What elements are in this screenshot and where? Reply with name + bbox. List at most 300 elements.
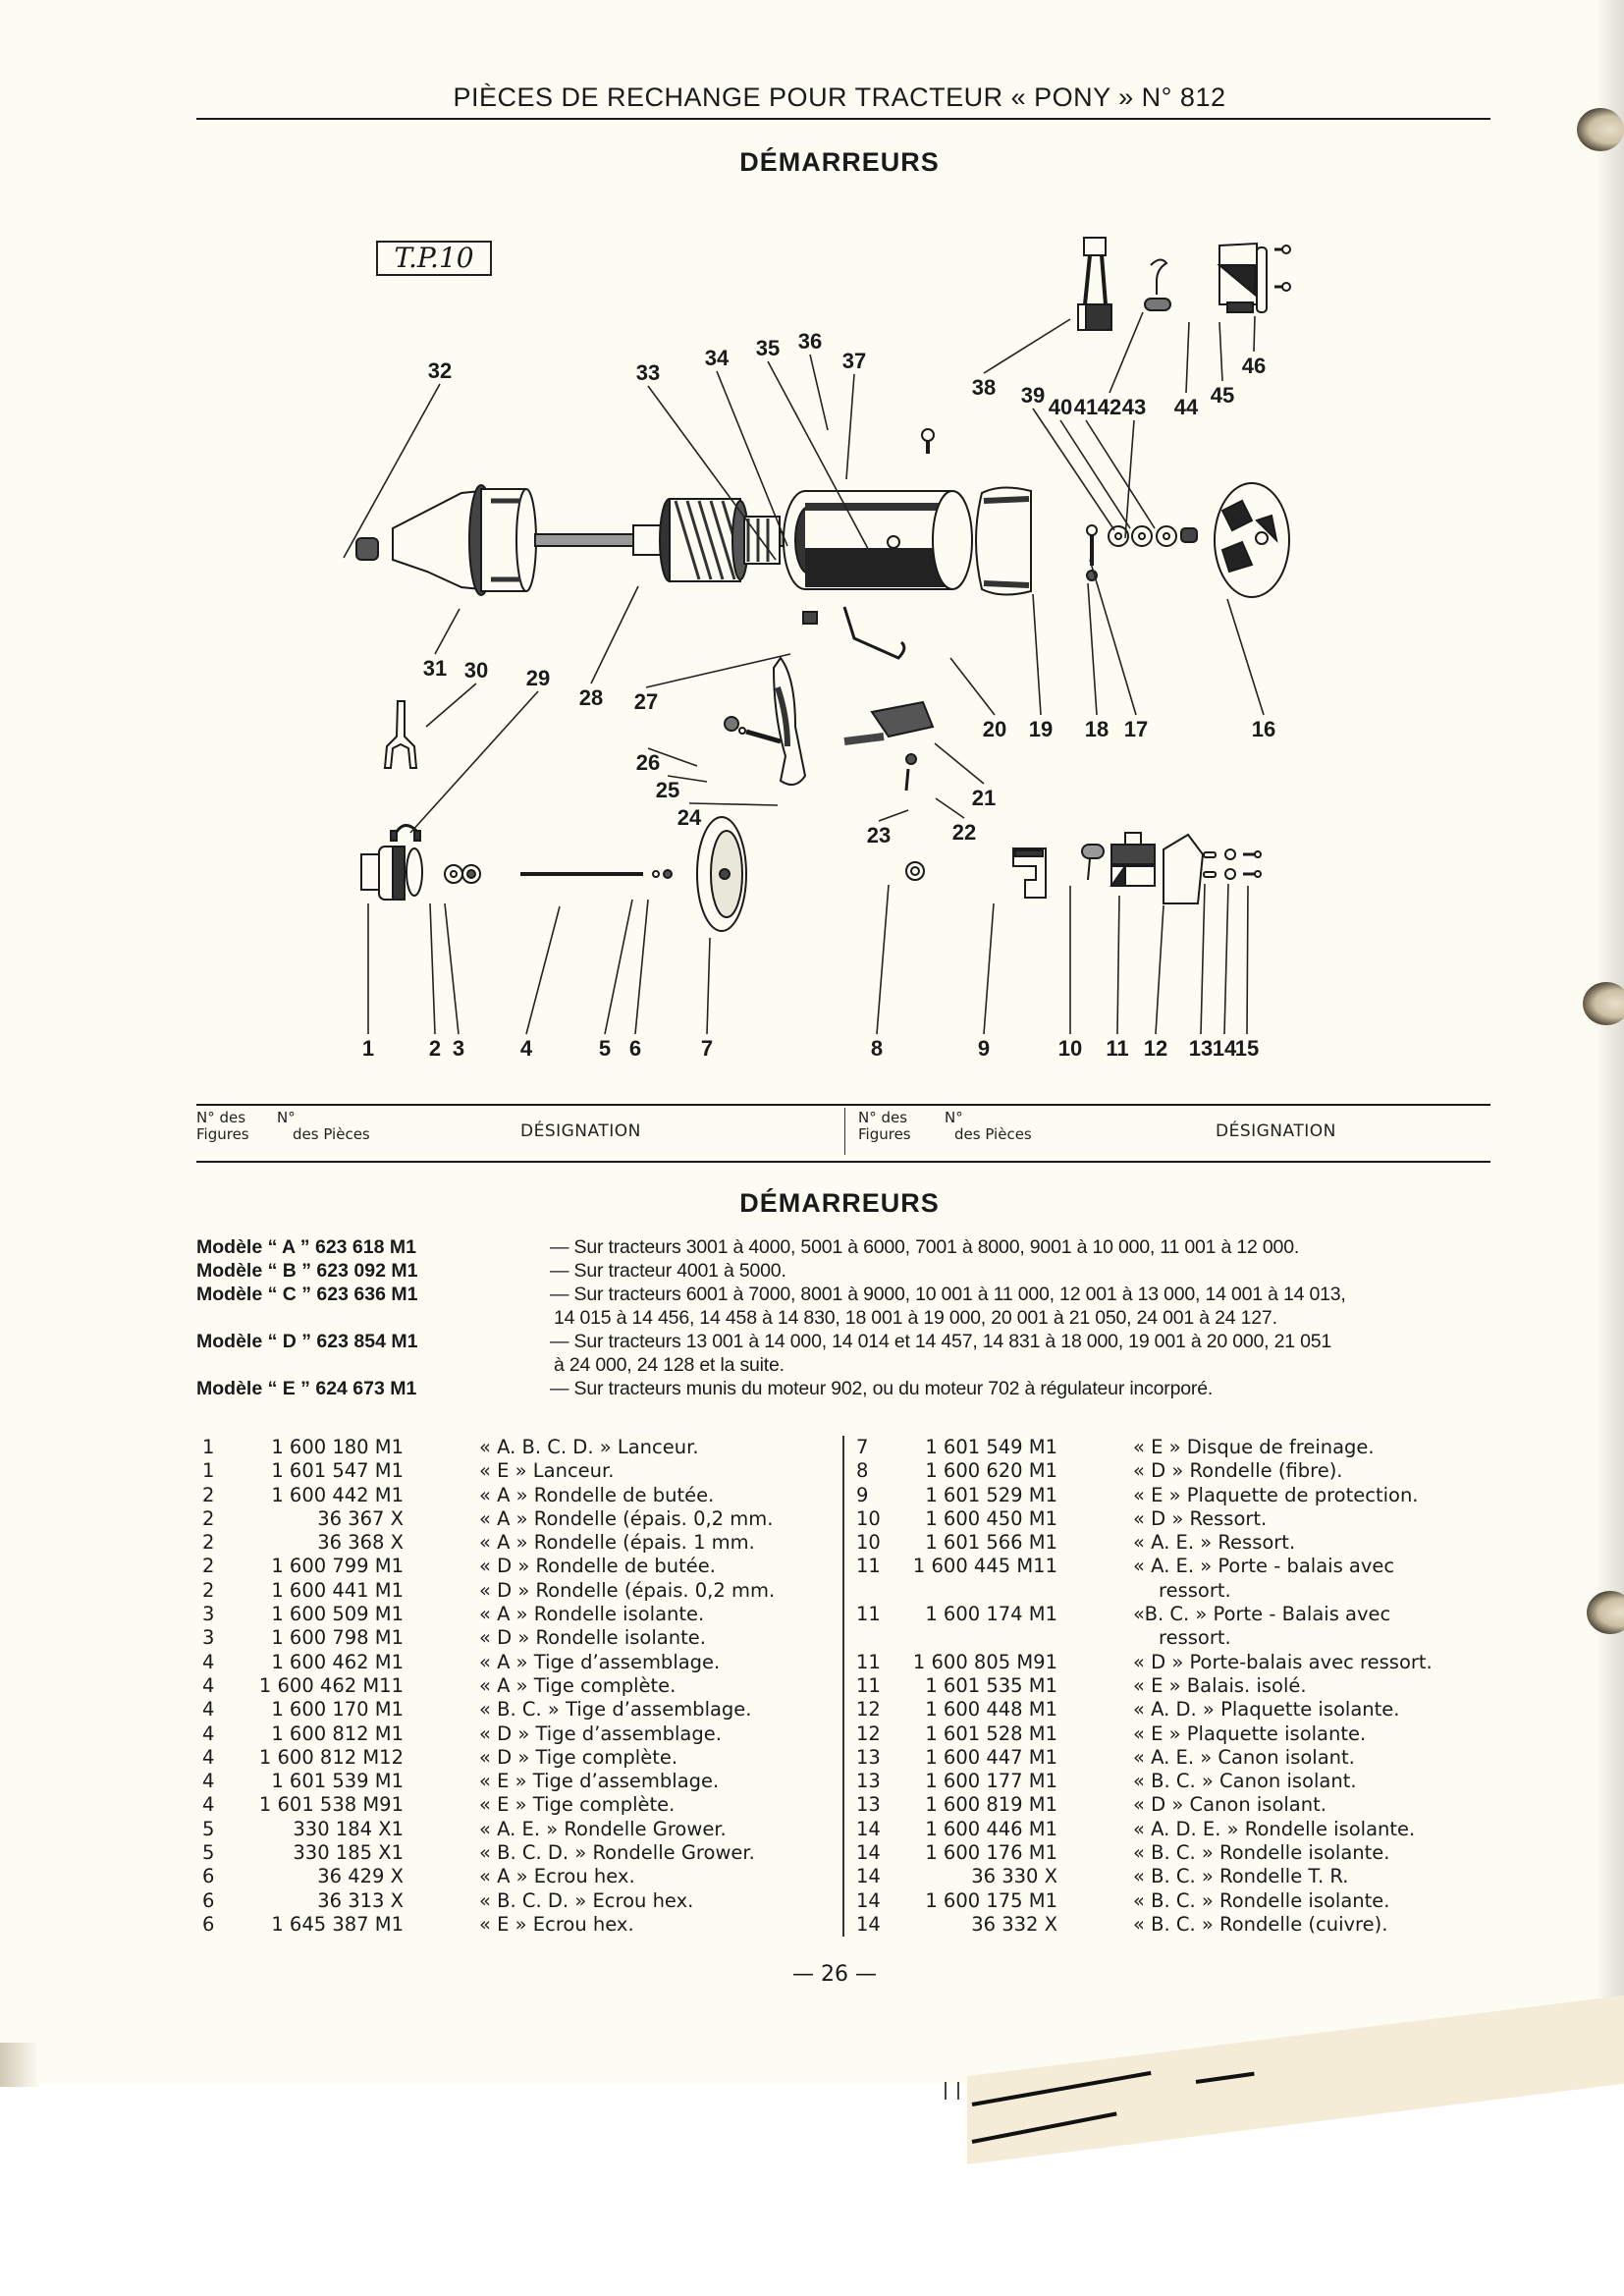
part-number: 36 429 X	[317, 1865, 404, 1888]
leader-line-45	[1219, 322, 1222, 381]
model-label: Modèle “ D ” 623 854 M1	[196, 1331, 418, 1352]
leader-line-24	[689, 803, 778, 805]
part-11-brush-holder	[1111, 845, 1155, 864]
leader-line-37	[846, 374, 854, 479]
leader-line-46	[1254, 316, 1255, 352]
designation	[479, 1818, 852, 1841]
part-10-spring	[1082, 845, 1104, 858]
figure-number: 9	[856, 1483, 869, 1506]
leader-line-17	[1090, 560, 1136, 715]
part-row	[202, 1484, 840, 1507]
part-number: 1 600 441 M1	[271, 1578, 404, 1602]
part-row	[202, 1841, 840, 1865]
part-number: 1 600 447 M1	[925, 1745, 1057, 1769]
callout-21: 21	[971, 786, 997, 810]
designation	[479, 1889, 852, 1913]
callout-40: 40	[1048, 395, 1073, 419]
part-number: 1 600 819 M1	[925, 1793, 1057, 1817]
model-applicability: — Sur tracteurs 3001 à 4000, 5001 à 6000, 7001 à 8000, 9001 à 10 000, 11 001 à 12 000.	[550, 1236, 1300, 1258]
leader-line-44	[1186, 322, 1189, 393]
part-row	[856, 1818, 1504, 1841]
part-row	[856, 1722, 1504, 1746]
designation	[1133, 1651, 1506, 1674]
callout-8: 8	[870, 1036, 884, 1061]
part-number: 1 601 535 M1	[925, 1673, 1057, 1697]
part-row	[856, 1698, 1504, 1722]
part-row	[202, 1793, 840, 1817]
part-22-nut	[906, 754, 916, 764]
designation	[479, 1626, 852, 1650]
figure-number: 14	[856, 1888, 881, 1912]
running-title: PIÈCES DE RECHANGE POUR TRACTEUR « PONY » N° 812	[453, 82, 1226, 112]
model-row	[196, 1377, 1502, 1400]
part-number: 1 600 812 M12	[258, 1745, 404, 1769]
designation	[479, 1698, 852, 1722]
figure-number: 1	[202, 1436, 215, 1458]
callout-1: 1	[361, 1036, 375, 1061]
leader-line-5	[605, 900, 632, 1034]
callout-12: 12	[1143, 1036, 1168, 1061]
designation-text: « A. E. » Ressort.	[1133, 1531, 1296, 1555]
figure-number: 13	[856, 1793, 881, 1817]
model-applicability: — Sur tracteur 4001 à 5000.	[550, 1260, 786, 1282]
callout-4: 4	[519, 1036, 533, 1061]
list-title: DÉMARREURS	[739, 1188, 940, 1218]
figure-number: 8	[856, 1459, 869, 1483]
designation-continued: ressort.	[1159, 1626, 1231, 1650]
part-number: 1 601 538 M91	[258, 1793, 404, 1817]
part-number: 1 601 547 M1	[271, 1459, 404, 1483]
part-16-end-plate	[1215, 483, 1289, 597]
part-row	[856, 1531, 1504, 1555]
part-23-screw	[906, 769, 908, 791]
callout-6: 6	[628, 1036, 642, 1061]
part-row	[202, 1674, 840, 1698]
part-number: 1 600 170 M1	[271, 1698, 404, 1722]
designation-text: « B. C. D. » Rondelle Grower.	[479, 1841, 755, 1865]
designation	[479, 1793, 852, 1817]
callout-20: 20	[982, 717, 1007, 741]
header-fig-right-1: N° des	[858, 1109, 908, 1126]
part-number: 1 601 528 M1	[925, 1722, 1057, 1745]
part-row	[202, 1865, 840, 1888]
model-row	[196, 1235, 1502, 1259]
header-fig-right-2: Figures	[858, 1125, 911, 1143]
figure-number: 10	[856, 1531, 881, 1555]
leader-line-4	[526, 906, 560, 1034]
figure-number: 2	[202, 1506, 215, 1530]
designation	[479, 1865, 852, 1888]
leader-line-14	[1224, 884, 1228, 1034]
part-row	[856, 1865, 1504, 1888]
leader-line-18	[1088, 583, 1097, 715]
part-number: 1 600 176 M1	[925, 1841, 1057, 1865]
designation	[1133, 1436, 1506, 1459]
part-20-hook	[844, 607, 904, 658]
part-row	[202, 1626, 840, 1650]
figure-number: 12	[856, 1698, 881, 1722]
figure-number: 6	[202, 1865, 215, 1888]
model-list	[196, 1235, 1502, 1400]
figure-number: 6	[202, 1888, 215, 1912]
leader-line-11	[1117, 896, 1119, 1034]
leader-line-12	[1156, 905, 1164, 1034]
designation-text: « E » Tige complète.	[479, 1793, 676, 1817]
leader-line-29	[410, 691, 538, 833]
figure-number: 14	[856, 1865, 881, 1888]
designation	[479, 1651, 852, 1674]
part-number: 1 600 462 M11	[258, 1673, 404, 1697]
designation-text: « D » Tige complète.	[479, 1745, 678, 1769]
figure-number: 2	[202, 1555, 215, 1578]
figure-number: 11	[856, 1650, 881, 1673]
leader-line-36	[810, 355, 828, 430]
callout-29: 29	[525, 666, 551, 690]
part-42-spring	[1151, 259, 1166, 295]
header-fig-left-2: Figures	[196, 1125, 249, 1143]
figure-number: 1	[202, 1459, 215, 1483]
designation	[479, 1674, 852, 1698]
section-title: DÉMARREURS	[739, 147, 940, 177]
part-row	[856, 1793, 1504, 1817]
callout-44: 44	[1173, 395, 1199, 419]
callout-46: 46	[1241, 354, 1267, 378]
designation	[479, 1436, 852, 1459]
model-applicability: — Sur tracteurs 6001 à 7000, 8001 à 9000, 10 001 à 11 000, 12 001 à 13 000, 14 001 à 14 013,	[550, 1284, 1346, 1305]
part-row	[202, 1579, 840, 1603]
part-number: 1 600 812 M1	[271, 1722, 404, 1745]
designation	[1133, 1459, 1506, 1483]
part-row	[202, 1651, 840, 1674]
leader-line-23	[879, 810, 908, 821]
part-31-drive-housing	[393, 491, 481, 589]
callout-11: 11	[1106, 1036, 1129, 1061]
part-number: 1 600 450 M1	[925, 1506, 1057, 1530]
callout-9: 9	[977, 1036, 991, 1061]
figure-number: 5	[202, 1841, 215, 1865]
figure-number: 4	[202, 1745, 215, 1769]
designation-text: « A. E. » Canon isolant.	[1133, 1745, 1355, 1769]
part-number: 1 600 799 M1	[271, 1555, 404, 1578]
designation	[1133, 1531, 1506, 1555]
designation-text: «B. C. » Porte - Balais avec	[1133, 1603, 1391, 1626]
designation-text: « A. D. » Plaquette isolante.	[1133, 1698, 1400, 1722]
part-30-fork	[385, 701, 416, 768]
part-row	[202, 1555, 840, 1578]
designation	[1133, 1722, 1506, 1746]
designation	[479, 1531, 852, 1555]
part-row	[202, 1507, 840, 1531]
part-number: 1 600 442 M1	[271, 1483, 404, 1506]
part-25-washer	[739, 728, 745, 734]
part-number: 1 601 549 M1	[925, 1436, 1057, 1458]
part-number: 1 600 448 M1	[925, 1698, 1057, 1722]
callout-34: 34	[704, 346, 730, 370]
designation-text: « A » Rondelle isolante.	[479, 1603, 705, 1626]
callout-43: 43	[1121, 395, 1147, 419]
part-number: 36 367 X	[317, 1506, 404, 1530]
part-row	[856, 1674, 1504, 1698]
model-applicability: — Sur tracteurs 13 001 à 14 000, 14 014 et 14 457, 14 831 à 18 000, 19 001 à 20 000, 21 051	[550, 1331, 1332, 1352]
header-part-right-2: des Pièces	[954, 1125, 1032, 1143]
part-row	[856, 1603, 1504, 1651]
designation	[479, 1603, 852, 1626]
callout-2: 2	[428, 1036, 442, 1061]
designation-text: « A. D. E. » Rondelle isolante.	[1133, 1817, 1416, 1840]
header-designation-left: DÉSIGNATION	[520, 1121, 641, 1141]
header-rule	[196, 118, 1490, 120]
designation	[479, 1555, 852, 1578]
underlying-page-mark	[957, 2082, 959, 2100]
model-label: Modèle “ C ” 623 636 M1	[196, 1284, 418, 1305]
designation-text: « E » Disque de freinage.	[1133, 1436, 1375, 1458]
designation	[1133, 1841, 1506, 1865]
figure-number: 4	[202, 1673, 215, 1697]
designation-text: « B. C. » Rondelle isolante.	[1133, 1888, 1390, 1912]
callout-14: 14	[1212, 1036, 1237, 1061]
designation-text: « A » Ecrou hex.	[479, 1865, 635, 1888]
leader-line-38	[984, 319, 1070, 373]
part-row	[202, 1531, 840, 1555]
callout-3: 3	[452, 1036, 465, 1061]
figure-number: 3	[202, 1603, 215, 1626]
designation-text: « D » Porte-balais avec ressort.	[1133, 1650, 1433, 1673]
binder-hole-top	[1577, 108, 1624, 151]
figure-number: 14	[856, 1817, 881, 1840]
figure-number: 2	[202, 1483, 215, 1506]
model-label: Modèle “ B ” 623 092 M1	[196, 1260, 418, 1282]
designation-text: « B. C. » Rondelle (cuivre).	[1133, 1912, 1388, 1936]
part-28-armature	[633, 525, 663, 555]
figure-number: 5	[202, 1817, 215, 1840]
designation-text: « A » Rondelle (épais. 1 mm.	[479, 1531, 755, 1555]
part-number: 1 601 539 M1	[271, 1770, 404, 1793]
leader-line-8	[877, 885, 889, 1034]
plate-label: T.P.10	[376, 241, 492, 276]
designation-text: « E » Tige d’assemblage.	[479, 1770, 720, 1793]
designation-text: « B. C. » Canon isolant.	[1133, 1770, 1357, 1793]
designation	[1133, 1746, 1506, 1770]
callout-27: 27	[633, 689, 659, 714]
part-row	[202, 1459, 840, 1483]
part-row	[202, 1722, 840, 1746]
part-row	[856, 1651, 1504, 1674]
part-row	[202, 1746, 840, 1770]
figure-number: 13	[856, 1770, 881, 1793]
callout-10: 10	[1057, 1036, 1083, 1061]
callout-26: 26	[635, 750, 661, 775]
leader-line-20	[950, 658, 995, 715]
part-number: 36 332 X	[971, 1912, 1057, 1936]
designation	[1133, 1818, 1506, 1841]
designation-text: « A. E. » Porte - balais avec	[1133, 1555, 1395, 1578]
callout-7: 7	[700, 1036, 714, 1061]
header-part-right-1: N°	[945, 1109, 963, 1126]
part-number: 1 601 529 M1	[925, 1483, 1057, 1506]
designation	[479, 1579, 852, 1603]
figure-number: 2	[202, 1531, 215, 1555]
part-number: 36 330 X	[971, 1865, 1057, 1888]
part-row	[202, 1436, 840, 1459]
designation	[479, 1459, 852, 1483]
designation	[1133, 1770, 1506, 1793]
callout-labels	[362, 329, 1275, 1061]
binder-hole-middle	[1583, 982, 1624, 1025]
leader-line-42	[1110, 312, 1143, 393]
callout-33: 33	[635, 360, 661, 385]
leader-line-19	[1033, 594, 1041, 715]
designation	[1133, 1484, 1506, 1507]
part-number: 1 600 445 M11	[912, 1555, 1057, 1578]
part-27-block	[803, 612, 817, 624]
parts-list-right	[856, 1436, 1504, 1937]
figure-number: 14	[856, 1841, 881, 1865]
model-label: Modèle “ A ” 623 618 M1	[196, 1236, 416, 1258]
callout-23: 23	[866, 823, 892, 847]
designation-text: « B. C. » Rondelle isolante.	[1133, 1841, 1390, 1865]
leader-line-3	[445, 903, 459, 1034]
part-26-nut	[725, 717, 738, 731]
leader-line-28	[591, 586, 638, 683]
figure-number: 11	[856, 1603, 881, 1626]
leader-line-22	[936, 798, 964, 818]
designation-text: « A » Rondelle de butée.	[479, 1483, 715, 1506]
callout-39: 39	[1020, 383, 1046, 408]
part-number: 1 600 446 M1	[925, 1817, 1057, 1840]
callout-36: 36	[797, 329, 823, 354]
part-number: 330 184 X1	[293, 1817, 404, 1840]
header-designation-right: DÉSIGNATION	[1216, 1121, 1336, 1141]
designation	[1133, 1507, 1506, 1531]
callout-22: 22	[951, 820, 977, 845]
part-row	[856, 1555, 1504, 1603]
model-row	[196, 1330, 1502, 1353]
callout-24: 24	[677, 805, 702, 830]
callout-31: 31	[422, 656, 448, 681]
designation	[479, 1484, 852, 1507]
leader-line-6	[635, 900, 648, 1034]
part-13-bush	[1204, 852, 1216, 857]
page-number: — 26 —	[792, 1962, 877, 1987]
callout-16: 16	[1251, 717, 1276, 741]
callout-41: 41	[1073, 395, 1099, 419]
figure-number: 4	[202, 1793, 215, 1817]
part-row	[856, 1484, 1504, 1507]
part-row	[856, 1889, 1504, 1913]
part-14-washer	[1225, 849, 1235, 859]
part-number: 1 600 174 M1	[925, 1603, 1057, 1626]
designation-text: « E » Balais. isolé.	[1133, 1673, 1307, 1697]
leader-line-7	[707, 938, 710, 1034]
model-row	[196, 1283, 1502, 1306]
part-row	[202, 1698, 840, 1722]
part-number: 36 313 X	[317, 1888, 404, 1912]
callout-32: 32	[427, 358, 453, 383]
part-row	[856, 1841, 1504, 1865]
callout-30: 30	[463, 658, 489, 683]
parts-list-left	[202, 1436, 840, 1937]
leader-line-43	[1125, 420, 1134, 538]
designation-text: « D » Ressort.	[1133, 1506, 1268, 1530]
column-divider	[842, 1436, 844, 1937]
callout-15: 15	[1234, 1036, 1260, 1061]
designation-text: « E » Plaquette de protection.	[1133, 1483, 1419, 1506]
page-corner-shadow	[0, 2043, 39, 2087]
part-row	[856, 1746, 1504, 1770]
part-row	[856, 1770, 1504, 1793]
designation-text: « A » Tige d’assemblage.	[479, 1650, 721, 1673]
callout-45: 45	[1210, 383, 1235, 408]
designation-text: « B. C. » Rondelle T. R.	[1133, 1865, 1349, 1888]
callout-42: 42	[1097, 395, 1122, 419]
designation-text: « A. E. » Rondelle Grower.	[479, 1817, 727, 1840]
model-applicability: — Sur tracteurs munis du moteur 902, ou du moteur 702 à régulateur incorporé.	[550, 1378, 1214, 1399]
designation-text: « A » Tige complète.	[479, 1673, 677, 1697]
callout-13: 13	[1188, 1036, 1214, 1061]
part-number: 1 600 175 M1	[925, 1888, 1057, 1912]
leader-line-39	[1033, 409, 1114, 530]
callout-35: 35	[755, 336, 781, 360]
designation	[1133, 1674, 1506, 1698]
figure-number: 2	[202, 1578, 215, 1602]
leader-line-31	[435, 609, 460, 654]
callout-17: 17	[1123, 717, 1149, 741]
leader-line-2	[430, 903, 435, 1034]
part-32-nut	[356, 538, 378, 560]
designation-continued: ressort.	[1159, 1578, 1231, 1602]
washers-39-41	[1109, 526, 1176, 546]
designation	[1133, 1865, 1506, 1888]
designation-text: « D » Rondelle de butée.	[479, 1555, 716, 1578]
designation	[1133, 1793, 1506, 1817]
designation-text: « E » Lanceur.	[479, 1459, 615, 1483]
designation-text: « D » Tige d’assemblage.	[479, 1722, 722, 1745]
part-38-brush-lead	[1084, 238, 1106, 255]
designation	[479, 1722, 852, 1746]
designation	[1133, 1889, 1506, 1913]
figure-number: 6	[202, 1912, 215, 1936]
part-shaft	[535, 534, 633, 546]
part-row	[856, 1913, 1504, 1937]
figure-number: 11	[856, 1673, 881, 1697]
designation-text: « A » Rondelle (épais. 0,2 mm.	[479, 1506, 774, 1530]
figure-number: 13	[856, 1745, 881, 1769]
part-46-screws	[1274, 249, 1282, 287]
table-header-bottom-rule	[196, 1161, 1490, 1163]
part-number: 1 601 566 M1	[925, 1531, 1057, 1555]
header-fig-left-1: N° des	[196, 1109, 246, 1126]
part-number: 1 600 805 M91	[912, 1650, 1057, 1673]
part-number: 1 600 462 M1	[271, 1650, 404, 1673]
figure-number: 4	[202, 1722, 215, 1745]
part-43-bush	[1181, 528, 1197, 542]
designation	[1133, 1555, 1506, 1603]
leader-line-30	[426, 683, 476, 727]
leader-line-9	[984, 903, 994, 1034]
part-row	[856, 1459, 1504, 1483]
part-number: 330 185 X1	[293, 1841, 404, 1865]
designation	[1133, 1913, 1506, 1937]
part-number: 1 645 387 M1	[271, 1912, 404, 1936]
callout-19: 19	[1028, 717, 1054, 741]
leader-line-27	[646, 654, 790, 687]
part-number: 36 368 X	[317, 1531, 404, 1555]
part-5-washer	[653, 871, 659, 877]
part-24-lever	[774, 658, 805, 785]
part-row	[856, 1436, 1504, 1459]
header-divider	[844, 1108, 845, 1155]
table-header	[196, 1104, 1490, 1159]
